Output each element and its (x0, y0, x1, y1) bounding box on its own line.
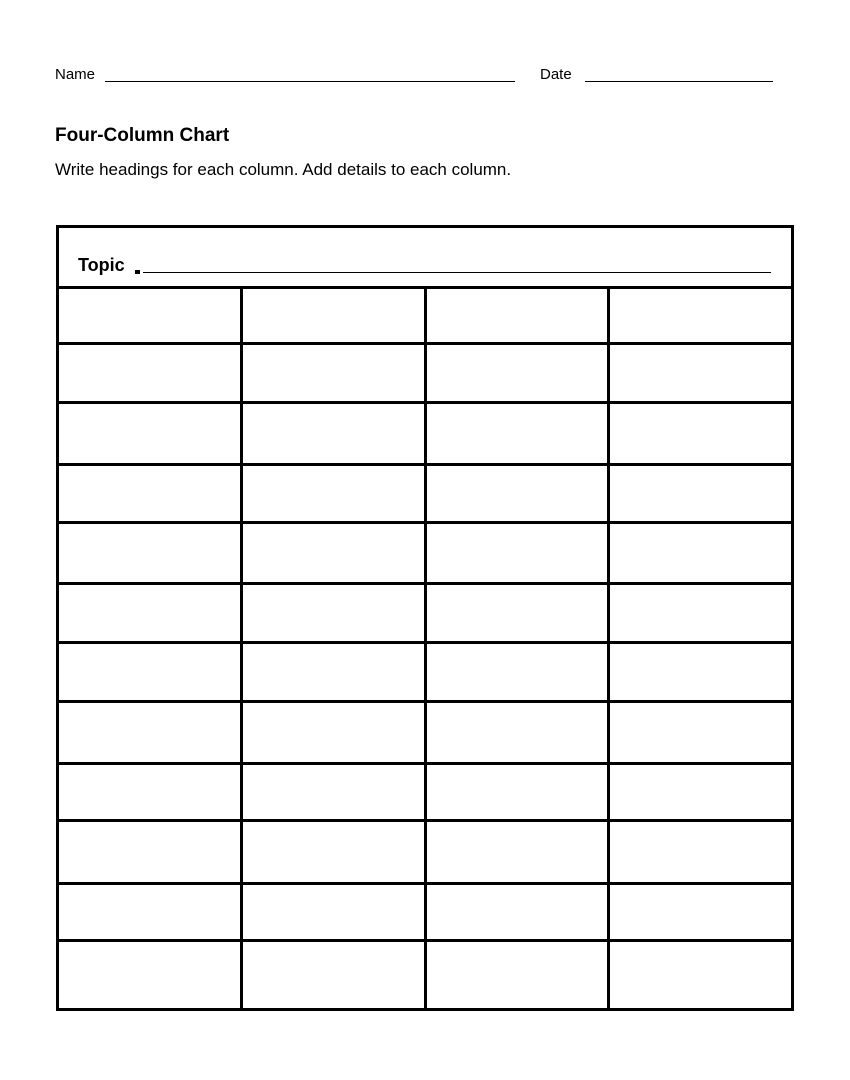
detail-cell[interactable] (427, 765, 607, 819)
detail-cell[interactable] (59, 765, 240, 819)
detail-cell[interactable] (243, 404, 424, 463)
detail-cell[interactable] (427, 524, 607, 582)
detail-cell[interactable] (427, 644, 607, 700)
detail-cell[interactable] (243, 345, 424, 401)
detail-cell[interactable] (610, 942, 791, 1008)
detail-cell[interactable] (59, 404, 240, 463)
topic-field[interactable] (143, 272, 771, 273)
column-heading-cell[interactable] (610, 289, 791, 342)
detail-cell[interactable] (610, 822, 791, 882)
detail-cell[interactable] (610, 885, 791, 939)
four-column-chart (56, 225, 794, 1011)
detail-cell[interactable] (243, 644, 424, 700)
detail-cell[interactable] (610, 404, 791, 463)
detail-cell[interactable] (610, 765, 791, 819)
detail-cell[interactable] (427, 703, 607, 762)
detail-cell[interactable] (243, 466, 424, 521)
detail-cell[interactable] (243, 703, 424, 762)
detail-cell[interactable] (427, 345, 607, 401)
detail-cell[interactable] (610, 585, 791, 641)
column-heading-cell[interactable] (427, 289, 607, 342)
date-label: Date (540, 66, 572, 83)
column-heading-cell[interactable] (59, 289, 240, 342)
column-heading-cell[interactable] (243, 289, 424, 342)
detail-cell[interactable] (59, 885, 240, 939)
detail-cell[interactable] (427, 585, 607, 641)
topic-label: Topic (78, 255, 125, 275)
detail-cell[interactable] (427, 404, 607, 463)
detail-cell[interactable] (59, 822, 240, 882)
detail-cell[interactable] (243, 885, 424, 939)
detail-cell[interactable] (427, 822, 607, 882)
detail-cell[interactable] (427, 942, 607, 1008)
detail-cell[interactable] (243, 822, 424, 882)
detail-cell[interactable] (243, 524, 424, 582)
detail-cell[interactable] (243, 765, 424, 819)
page-title: Four-Column Chart (55, 125, 230, 146)
name-label: Name (55, 66, 96, 83)
detail-cell[interactable] (59, 524, 240, 582)
detail-cell[interactable] (59, 703, 240, 762)
detail-cell[interactable] (610, 703, 791, 762)
detail-cell[interactable] (610, 466, 791, 521)
date-field[interactable] (585, 81, 773, 82)
detail-cell[interactable] (59, 585, 240, 641)
detail-cell[interactable] (243, 585, 424, 641)
detail-cell[interactable] (610, 644, 791, 700)
detail-cell[interactable] (243, 942, 424, 1008)
detail-cell[interactable] (610, 345, 791, 401)
detail-cell[interactable] (427, 466, 607, 521)
detail-cell[interactable] (59, 644, 240, 700)
detail-cell[interactable] (427, 885, 607, 939)
detail-cell[interactable] (59, 942, 240, 1008)
detail-cell[interactable] (610, 524, 791, 582)
detail-cell[interactable] (59, 466, 240, 521)
topic-marker (135, 270, 140, 274)
name-field[interactable] (105, 81, 515, 82)
detail-cell[interactable] (59, 345, 240, 401)
instructions-text: Write headings for each column. Add details to each column. (55, 160, 512, 179)
